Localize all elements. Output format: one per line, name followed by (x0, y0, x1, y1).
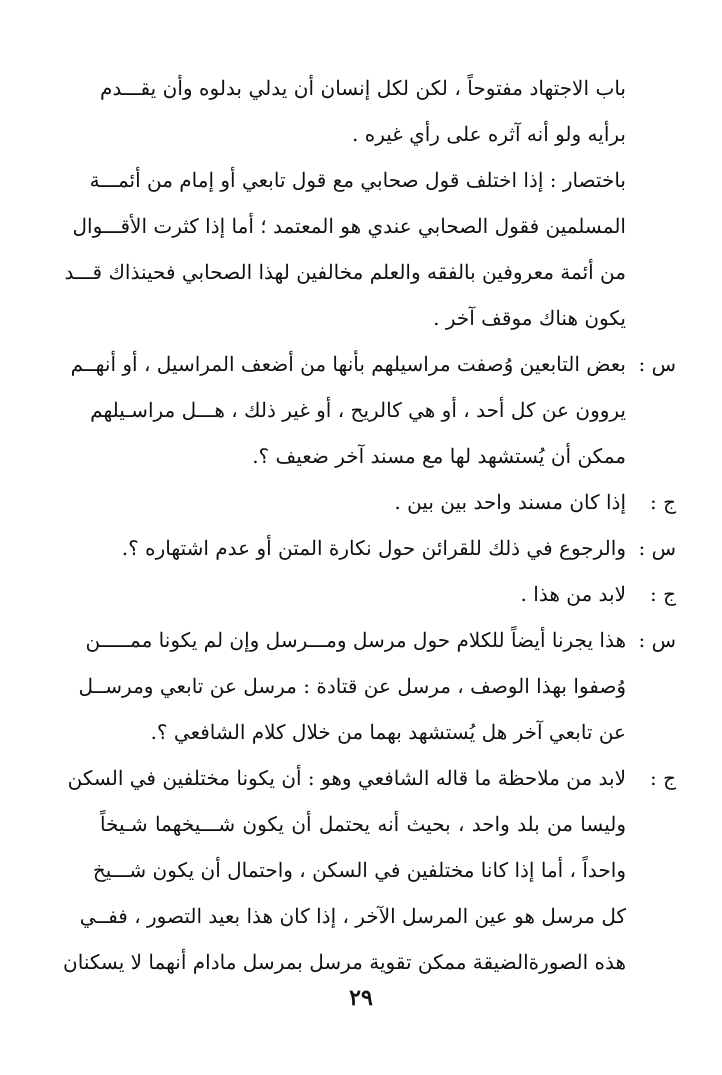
answer-marker-1: ج : (649, 490, 676, 514)
text-line-16: لابد من ملاحظة ما قاله الشافعي وهو : أن يكونا مختلفين في السكن (67, 766, 626, 790)
text-line-1: باب الاجتهاد مفتوحاً ، لكن لكل إنسان أن يدلي بدلوه وأن يقـــدم (100, 76, 626, 100)
text-line-17: وليسا من بلد واحد ، بحيث أنه يحتمل أن يكون شـــيخهما شـيخاً (100, 812, 626, 836)
question-marker-2: س : (638, 536, 676, 560)
text-line-11: والرجوع في ذلك للقرائن حول نكارة المتن أو عدم اشتهاره ؟. (121, 536, 626, 560)
text-line-12: لابد من هذا . (520, 582, 626, 606)
answer-marker-3: ج : (649, 766, 676, 790)
text-line-18: واحداً ، أما إذا كانا مختلفين في السكن ، واحتمال أن يكون شـــيخ (92, 858, 626, 882)
text-line-9: ممكن أن يُستشهد لها مع مسند آخر ضعيف ؟. (252, 444, 626, 468)
text-line-8: يروون عن كل أحد ، أو هي كالريح ، أو غير ذلك ، هـــل مراسـيلهم (90, 398, 626, 422)
text-line-19: كل مرسل هو عين المرسل الآخر ، إذا كان هذا بعيد التصور ، ففــي (79, 904, 626, 928)
question-marker-1: س : (638, 352, 676, 376)
text-line-15: عن تابعي آخر هل يُستشهد بهما من خلال كلام الشافعي ؟. (150, 720, 626, 744)
text-line-2: برأيه ولو أنه آثره على رأي غيره . (352, 122, 626, 146)
text-line-3: باختصار : إذا اختلف قول صحابي مع قول تابعي أو إمام من أئمـــة (89, 168, 626, 192)
question-marker-3: س : (638, 628, 676, 652)
answer-marker-2: ج : (649, 582, 676, 606)
text-line-10: إذا كان مسند واحد بين بين . (394, 490, 626, 514)
text-line-5: من أئمة معروفين بالفقه والعلم مخالفين لهذا الصحابي فحينذاك قـــد (64, 260, 626, 284)
text-line-4: المسلمين فقول الصحابي عندي هو المعتمد ؛ أما إذا كثرت الأقـــوال (72, 214, 626, 238)
page-number: ٢٩ (349, 985, 373, 1011)
text-line-20: هذه الصورةالضيقة ممكن تقوية مرسل بمرسل مادام أنهما لا يسكنان (63, 950, 626, 974)
text-line-6: يكون هناك موقف آخر . (433, 306, 626, 330)
text-line-13: هذا يجرنا أيضاً للكلام حول مرسل ومـــرسل وإن لم يكونا ممـــــن (85, 628, 626, 652)
text-line-14: وُصفوا بهذا الوصف ، مرسل عن قتادة : مرسل عن تابعي ومرســل (78, 674, 626, 698)
text-line-7: بعض التابعين وُصفت مراسيلهم بأنها من أضعف المراسيل ، أو أنهــم (70, 352, 626, 376)
